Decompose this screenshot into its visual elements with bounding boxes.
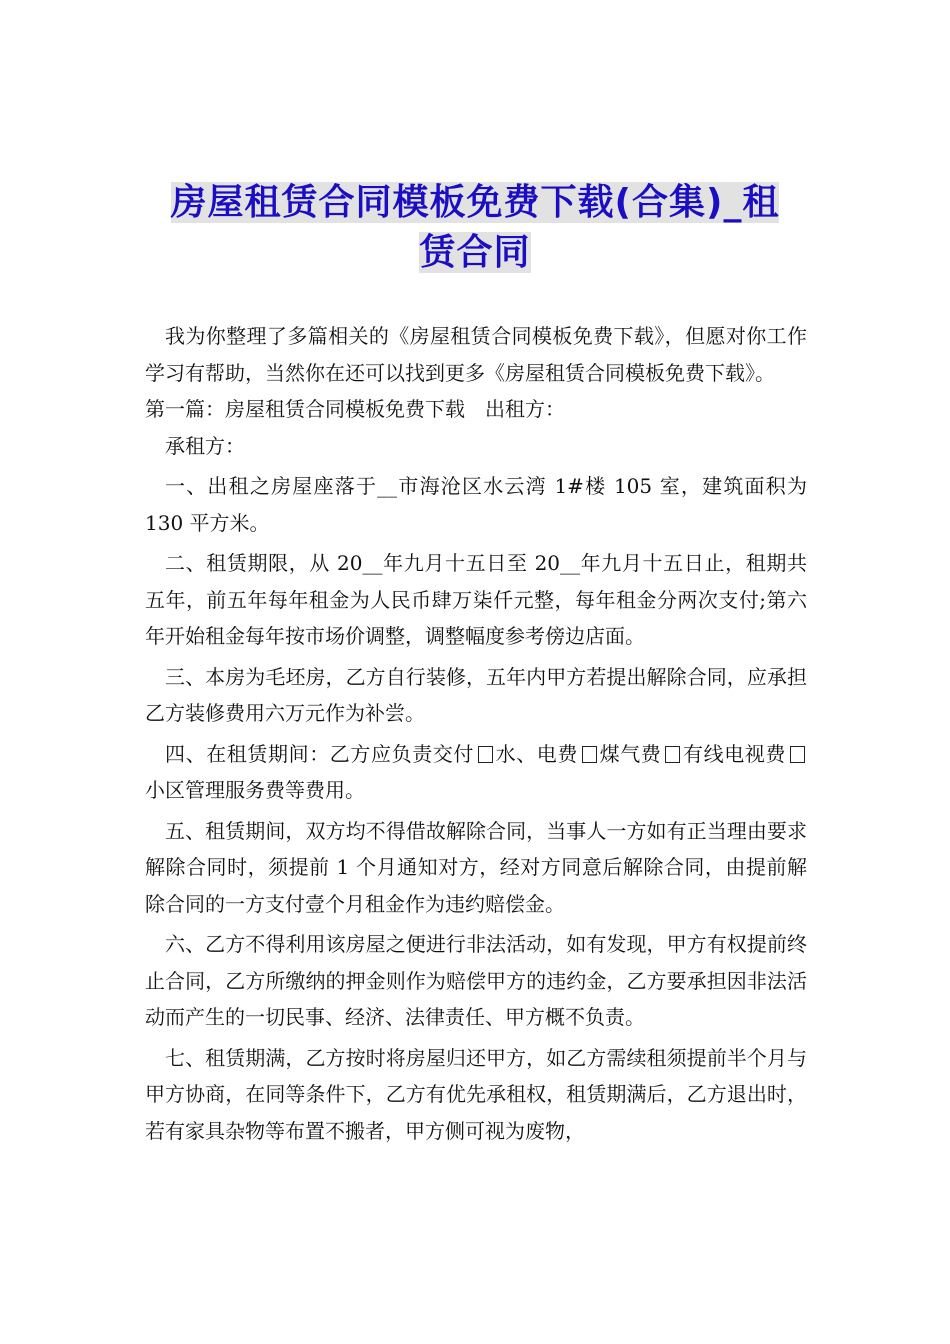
document-title	[140, 178, 810, 278]
checkbox-icon	[790, 746, 805, 763]
clause-7: 七、租赁期满，乙方按时将房屋归还甲方，如乙方需续租须提前半个月与甲方协商，在同等条件下，乙方有优先承租权，租赁期满后，乙方退出时，若有家具杂物等布置不搬者，甲方侧可视为废物，	[145, 1045, 807, 1143]
title-line-2: 赁合同	[419, 232, 531, 273]
clause-6: 六、乙方不得利用该房屋之便进行非法活动，如有发现，甲方有权提前终止合同，乙方所缴纳的押金则作为赔偿甲方的违约金，乙方要承担因非法活动而产生的一切民事、经济、法律责任、甲方概不负责。	[145, 932, 807, 1029]
title-line-1: 房屋租赁合同模板免费下载(合集)_租	[170, 182, 780, 223]
clause-4-cable: 有线电视费	[682, 741, 787, 766]
section-heading: 第一篇：房屋租赁合同模板免费下载 出租方：	[145, 397, 565, 421]
clause-2: 二、租赁期限，从 20__年九月十五日至 20__年九月十五日止，租期共五年，前五年每年租金为人民币肆万柒仟元整，每年租金分两次支付;第六年开始租金每年按市场价调整，调整幅度参考傍边店面。	[145, 551, 807, 648]
checkbox-icon	[665, 746, 680, 763]
checkbox-icon	[582, 746, 597, 763]
clause-4-water: 水、电费	[495, 741, 578, 766]
clause-3: 三、本房为毛坯房，乙方自行装修，五年内甲方若提出解除合同，应承担乙方装修费用六万元作为补尝。	[145, 664, 807, 725]
clause-5: 五、租赁期间，双方均不得借故解除合同，当事人一方如有正当理由要求解除合同时，须提前 1 个月通知对方，经对方同意后解除合同，由提前解除合同的一方支付壹个月租金作为违约赔偿金。	[145, 818, 807, 916]
document-body	[145, 318, 807, 1149]
clause-4-gas: 煤气费	[599, 741, 662, 766]
clause-4	[145, 736, 807, 809]
checkbox-icon	[478, 746, 493, 763]
clause-4-rest: 小区管理服务费等费用。	[145, 778, 365, 802]
clause-4-lead: 四、在租赁期间：乙方应负责交付	[165, 741, 474, 766]
clause-1: 一、出租之房屋座落于__市海沧区水云湾 1#楼 105 室，建筑面积为 130 平方米。	[145, 474, 807, 535]
lessee-line: 承租方：	[165, 433, 245, 458]
intro-paragraph: 我为你整理了多篇相关的《房屋租赁合同模板免费下载》，但愿对你工作学习有帮助，当然你在还可以找到更多《房屋租赁合同模板免费下载》。	[145, 324, 807, 385]
